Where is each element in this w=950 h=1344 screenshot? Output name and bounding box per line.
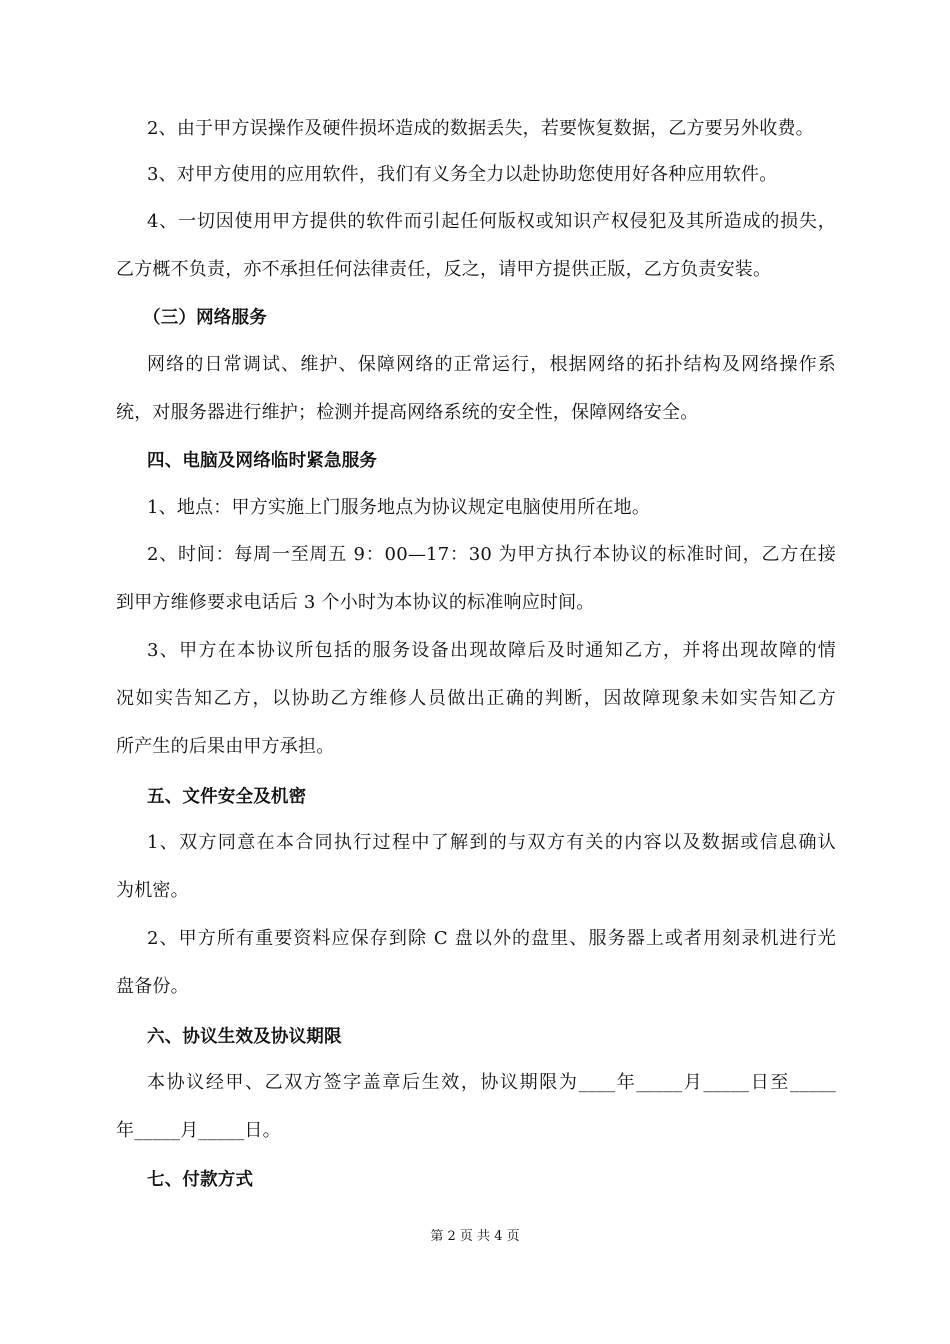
- security-clause-1-line-2: 为机密。: [116, 880, 189, 901]
- clause-4-copyright-line-2: 乙方概不负责，亦不承担任何法律责任，反之，请甲方提供正版，乙方负责安装。: [116, 259, 772, 280]
- clause-4-copyright-line-1: 4、一切因使用甲方提供的软件而引起任何版权或知识产权侵犯及其所造成的损失，: [147, 211, 836, 232]
- network-service-line-1: 网络的日常调试、维护、保障网络的正常运行，根据网络的拓扑结构及网络操作系: [147, 354, 836, 375]
- network-service-line-2: 统，对服务器进行维护；检测并提高网络系统的安全性，保障网络安全。: [116, 402, 699, 423]
- emergency-location: 1、地点：甲方实施上门服务地点为协议规定电脑使用所在地。: [147, 497, 651, 518]
- section-7-payment-heading: 七、付款方式: [147, 1170, 254, 1190]
- section-4-emergency-heading: 四、电脑及网络临时紧急服务: [147, 451, 378, 471]
- emergency-time-line-1: 2、时间：每周一至周五 9：00—17：30 为甲方执行本协议的标准时间，乙方在接: [147, 544, 836, 565]
- emergency-notify-line-3: 所产生的后果由甲方承担。: [116, 736, 335, 757]
- section-6-term-heading: 六、协议生效及协议期限: [147, 1027, 342, 1047]
- clause-2-data-loss: 2、由于甲方误操作及硬件损坏造成的数据丢失，若要恢复数据，乙方要另外收费。: [147, 118, 814, 139]
- page-number-footer: 第 2 页 共 4 页: [430, 1229, 520, 1244]
- term-line-2: 年_____月_____日。: [116, 1120, 281, 1141]
- security-clause-2-line-1: 2、甲方所有重要资料应保存到除 C 盘以外的盘里、服务器上或者用刻录机进行光: [147, 928, 836, 949]
- emergency-time-line-2: 到甲方维修要求电话后 3 个小时为本协议的标准响应时间。: [116, 592, 595, 613]
- emergency-notify-line-2: 况如实告知乙方，以协助乙方维修人员做出正确的判断，因故障现象未如实告知乙方: [116, 688, 836, 709]
- clause-3-software-support: 3、对甲方使用的应用软件，我们有义务全力以赴协助您使用好各种应用软件。: [147, 164, 778, 185]
- section-network-service-heading: （三）网络服务: [143, 308, 267, 328]
- term-line-1: 本协议经甲、乙双方签字盖章后生效，协议期限为____年_____月_____日至_____: [147, 1072, 836, 1093]
- security-clause-2-line-2: 盘备份。: [116, 976, 189, 997]
- section-5-security-heading: 五、文件安全及机密: [147, 787, 307, 807]
- emergency-notify-line-1: 3、甲方在本协议所包括的服务设备出现故障后及时通知乙方，并将出现故障的情: [147, 640, 836, 661]
- security-clause-1-line-1: 1、双方同意在本合同执行过程中了解到的与双方有关的内容以及数据或信息确认: [147, 832, 836, 853]
